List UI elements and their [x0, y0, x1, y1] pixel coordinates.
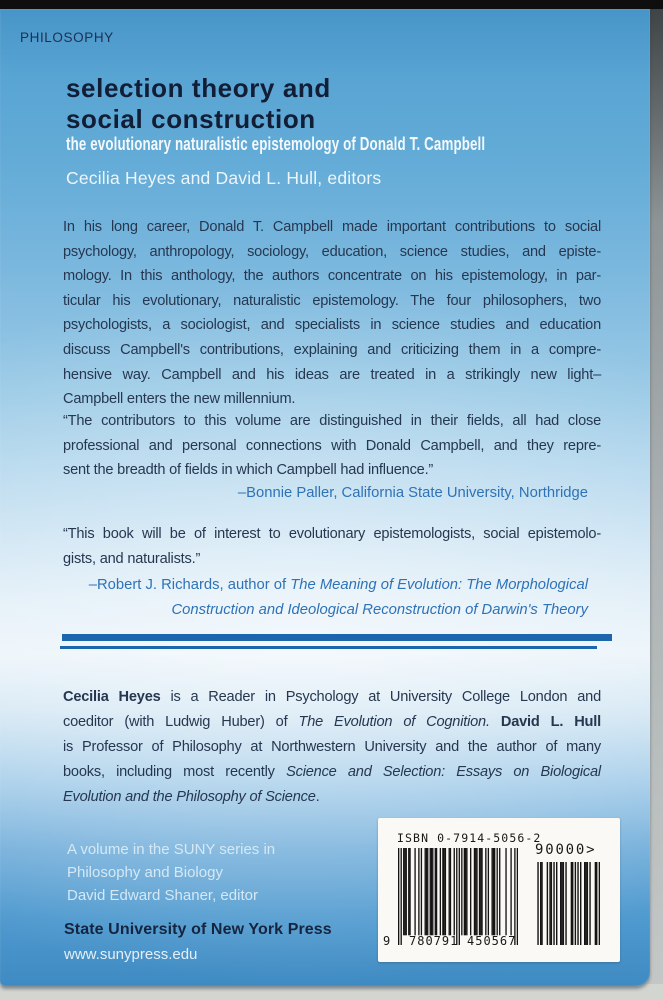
bio-text-segment: coeditor (with Ludwig Huber) of: [63, 714, 299, 730]
review-quote-2: [63, 522, 601, 571]
text-line: [63, 573, 588, 598]
text-line: [63, 685, 601, 710]
text-line: psychology, anthropology, sociology, education, science studies, and episte-: [63, 243, 601, 260]
editors-line: Cecilia Heyes and David L. Hull, editors: [66, 168, 382, 188]
text-line: [63, 760, 601, 785]
description-paragraph: [63, 215, 601, 412]
review-quote-2-attribution: [63, 573, 601, 623]
book-back-cover: [0, 9, 650, 986]
text-line: gists, and naturalists.”: [63, 550, 201, 567]
isbn-label: ISBN 0-7914-5056-2: [397, 831, 542, 845]
cited-book-title: Evolution and the Philosophy of Science: [63, 789, 316, 805]
bio-text-segment: is a Reader in Psychology at University College London and: [160, 689, 601, 705]
divider-rule-thick: [62, 634, 612, 641]
text-line: [63, 785, 601, 810]
attribution-prefix: –Robert J. Richards, author of: [88, 577, 291, 593]
author-bio: [63, 685, 601, 810]
cited-book-title: Science and Selection: Essays on Biological: [286, 764, 601, 780]
author-name: David L. Hull: [500, 714, 601, 730]
text-line: Philosophy and Biology: [67, 864, 223, 881]
barcode-panel: [378, 818, 620, 962]
ean-digit-group: 780791: [409, 934, 459, 948]
book-title-line2: social construction: [66, 104, 316, 134]
text-line: ticular his evolutionary, naturalistic epistemology. The four philosophers, two: [63, 292, 601, 309]
cited-book-title: Construction and Ideological Reconstruction of Darwin's Theory: [171, 602, 588, 618]
text-line: “The contributors to this volume are distinguished in their fields, all had close: [63, 413, 601, 429]
photo-bottom-edge: [0, 984, 663, 1000]
text-line: [63, 710, 601, 735]
book-title: [66, 73, 331, 135]
category-label: PHILOSOPHY: [20, 30, 114, 45]
publisher-website: www.sunypress.edu: [64, 946, 198, 963]
text-line: professional and personal connections with Donald Campbell, and they repre-: [63, 437, 601, 454]
review-quote-1-attribution: –Bonnie Paller, California State University, Northridge: [237, 485, 588, 501]
author-name: Cecilia Heyes: [63, 689, 161, 705]
series-note: [67, 838, 275, 907]
cited-book-title: The Evolution of Cognition.: [298, 714, 490, 730]
ean-barcode: [398, 848, 518, 945]
text-line: psychologists, a sociologist, and specialists in science studies and education: [63, 317, 601, 334]
cited-book-title: The Meaning of Evolution: The Morphological: [290, 577, 588, 593]
bio-text-segment: .: [315, 789, 320, 805]
supplement-value: 90000>: [535, 842, 597, 858]
text-line: “This book will be of interest to evolutionary epistemologists, social epistemolo-: [63, 526, 601, 542]
photo-right-edge: [648, 9, 663, 986]
ean-lead-digit: 9: [383, 934, 392, 948]
text-line: is Professor of Philosophy at Northwestern University and the author of many: [63, 739, 601, 755]
ean-digit-group: 450567: [467, 934, 517, 948]
divider-rule-thin: [60, 646, 597, 649]
photo-top-edge: [0, 0, 663, 9]
text-line: discuss Campbell's contributions, explaining and criticizing them in a compre-: [63, 341, 601, 358]
text-line: hensive way. Campbell and his ideas are treated in a strikingly new light–: [63, 366, 601, 383]
text-line: In his long career, Donald T. Campbell made important contributions to social: [63, 219, 601, 235]
book-subtitle: the evolutionary naturalistic epistemology of Donald T. Campbell: [66, 133, 486, 154]
supplement-barcode: [536, 862, 600, 945]
text-line: mology. In this anthology, the authors concentrate on his epistemology, in par-: [63, 268, 601, 285]
publisher-name: State University of New York Press: [64, 921, 332, 938]
book-title-line1: selection theory and: [66, 73, 331, 103]
bio-text-segment: books, including most recently: [63, 764, 287, 780]
bio-text-segment: [490, 714, 501, 730]
text-line: sent the breadth of fields in which Campbell had influence.”: [63, 462, 434, 479]
text-line: Campbell enters the new millennium.: [63, 391, 296, 408]
review-quote-1: [63, 409, 601, 483]
text-line: David Edward Shaner, editor: [67, 887, 258, 904]
text-line: [63, 598, 588, 623]
text-line: A volume in the SUNY series in: [67, 841, 276, 858]
